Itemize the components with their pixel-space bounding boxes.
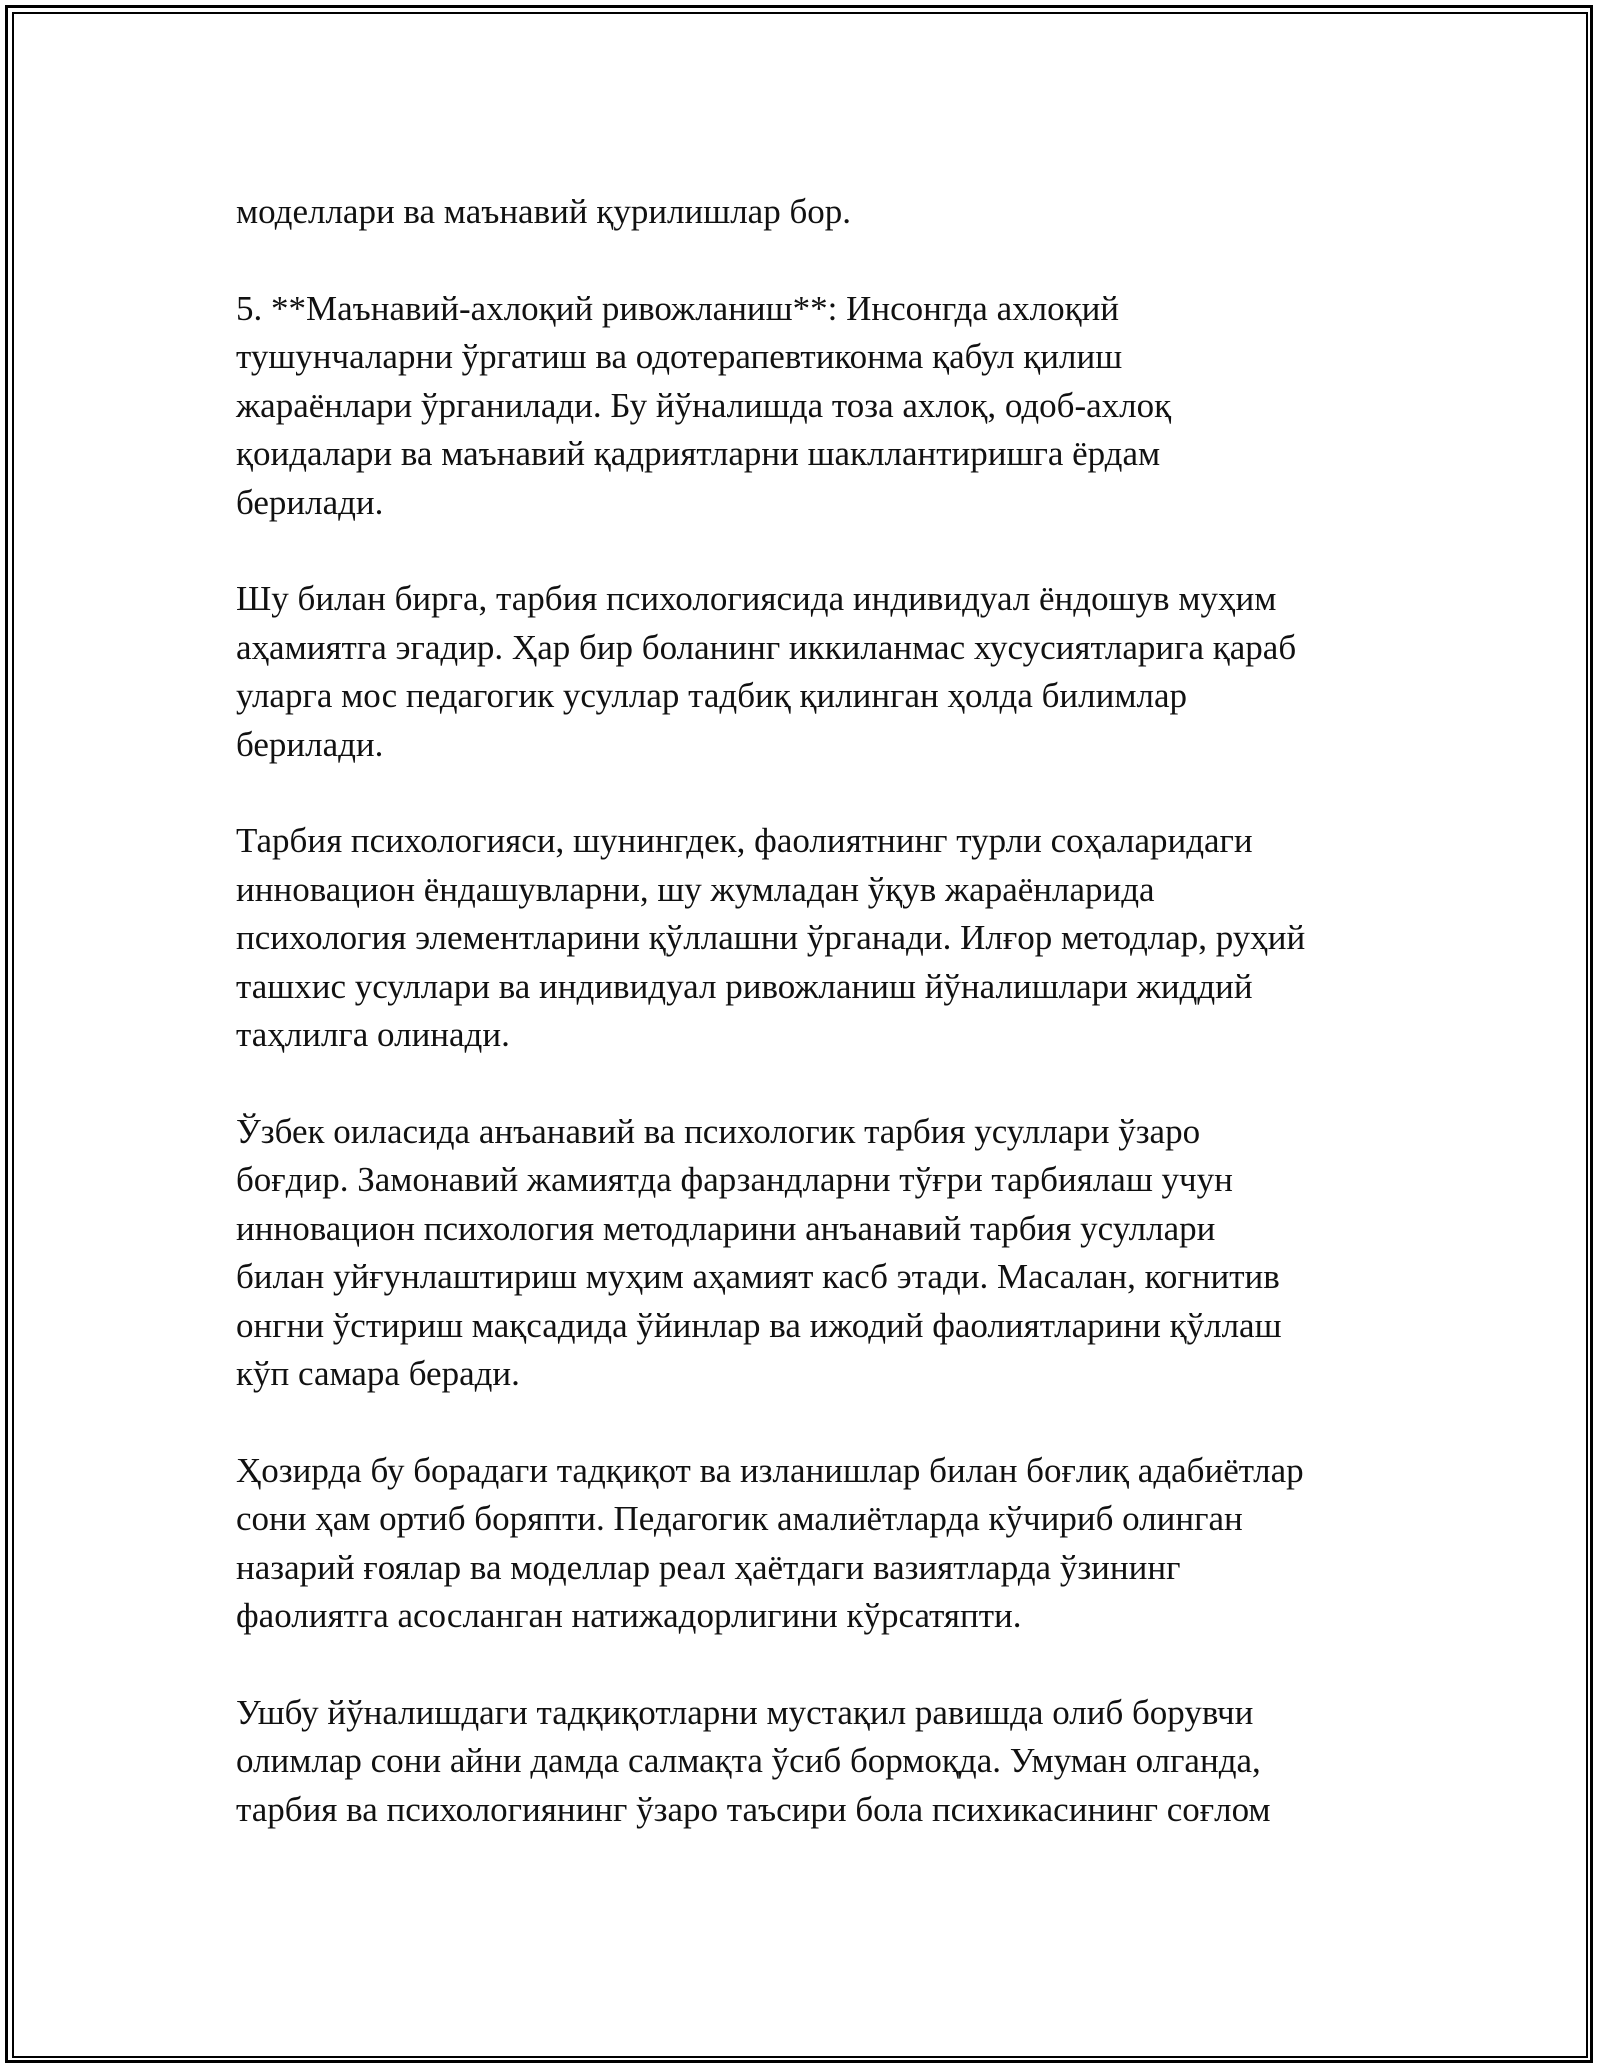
- paragraph-6: Ҳозирда бу борадаги тадқиқот ва изланишлар билан боғлиқ адабиётлар сони ҳам ортиб боряпти. Педагогик амалиётларда кўчириб олинган назарий ғоялар ва моделлар реал ҳаётдаги вазиятларда ўзининг фаолиятга асосланган натижадорлигини кўрсатяпти.: [236, 1450, 1304, 1635]
- paragraph-5: Ўзбек оиласида анъанавий ва психологик тарбия усуллари ўзаро боғдир. Замонавий жамиятда фарзандларни тўғри тарбиялаш учун инновацион психология методларини анъанавий тарбия усуллари билан уйғунлаштириш муҳим аҳамият касб этади. Масалан, когнитив онгни ўстириш мақсадида ўйинлар ва ижодий фаолиятларини қўллаш кўп самара беради.: [236, 1111, 1282, 1393]
- paragraph-7: Ушбу йўналишдаги тадқиқотларни мустақил равишда олиб борувчи олимлар сони айни дамда салмақта ўсиб бормоқда. Умуман олганда, тарбия ва психологиянинг ўзаро таъсири бола психикасининг соғлом: [236, 1692, 1271, 1829]
- paragraph-4: Тарбия психологияси, шунингдек, фаолиятнинг турли соҳаларидаги инновацион ёндашувларни, шу жумладан ўқув жараёнларида психология элементларини қўллашни ўрганади. Илғор методлар, руҳий ташхис усуллари ва индивидуал ривожланиш йўналишлари жиддий таҳлилга олинади.: [236, 821, 1306, 1054]
- paragraph-2: 5. **Маънавий-ахлоқий ривожланиш**: Инсонгда ахлоқий тушунчаларни ўргатиш ва одотерапевтиконма қабул қилиш жараёнлари ўрганилади. Бу йўналишда тоза ахлоқ, одоб-ахлоқ қоидалари ва маънавий қадриятларни шакллантиришга ёрдам берилади.: [236, 288, 1172, 522]
- paragraph-1: моделлари ва маънавий қурилишлар бор.: [236, 192, 852, 231]
- document-page: [236, 188, 1376, 1882]
- paragraph-3: Шу билан бирга, тарбия психологиясида индивидуал ёндошув муҳим aҳамиятга эгадир. Ҳар бир боланинг иккиланмас хусусиятларига қараб уларга мос педагогик усуллар тадбиқ қилинган ҳолда билимлар берилади.: [236, 579, 1297, 764]
